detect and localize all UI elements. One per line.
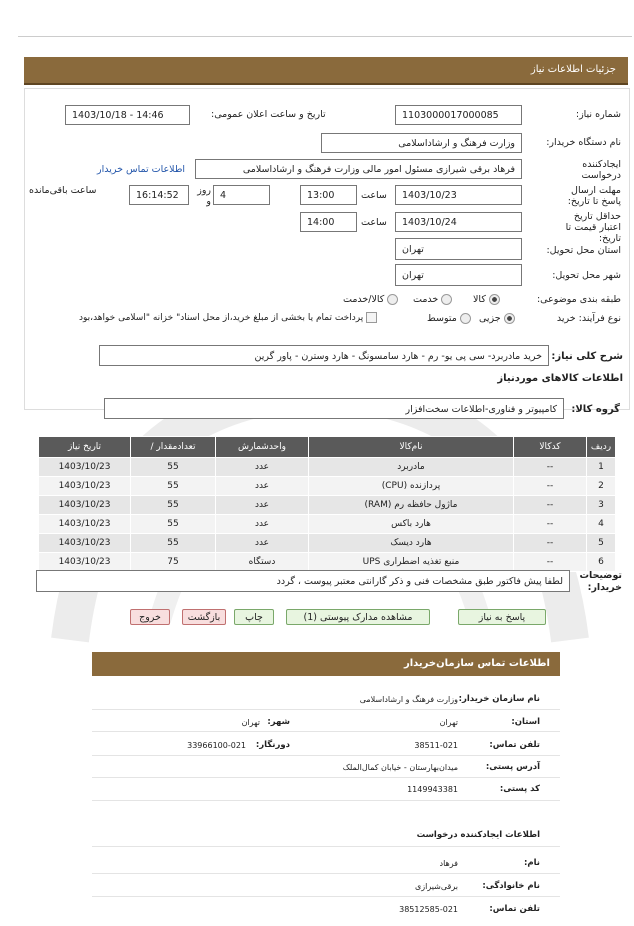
city-field: تهران	[395, 264, 522, 286]
validity-label: حداقل تاریخ اعتبار قیمت تا تاریخ:	[565, 211, 621, 244]
contact-city: تهران	[241, 718, 260, 727]
validity-date: 1403/10/24	[395, 212, 522, 232]
divider	[92, 873, 560, 874]
table-row: 5 -- هارد دیسک عدد 55 1403/10/23	[39, 534, 616, 553]
send-time-label: ساعت	[361, 190, 387, 201]
creator-phone-label: تلفن تماس:	[489, 904, 540, 914]
city-label: شهر محل تحویل:	[552, 270, 621, 281]
goods-group-field: کامپیوتر و فناوری-اطلاعات سخت‌افزار	[104, 398, 564, 419]
buyer-org-label: نام دستگاه خریدار:	[546, 137, 621, 148]
creator-field: فرهاد برقی شیرازی مسئول امور مالی وزارت فرهنگ و ارشاداسلامی	[195, 159, 522, 179]
goods-table	[38, 436, 616, 572]
need-number-label: شماره نیاز:	[575, 109, 621, 120]
divider	[92, 896, 560, 897]
process-label: نوع فرآیند: خرید	[556, 313, 621, 324]
divider	[92, 709, 560, 710]
goods-group-label: گروه کالا:	[571, 404, 620, 415]
radio-icon	[489, 294, 500, 305]
contact-org-label: نام سازمان خریدار:	[458, 694, 540, 704]
contact-fax: 33966100-021	[187, 741, 246, 750]
contact-province: تهران	[439, 718, 458, 727]
send-deadline-label: مهلت ارسال پاسخ تا تاریخ:	[567, 185, 621, 207]
goods-table-header	[39, 437, 616, 458]
category-option-service[interactable]: خدمت	[413, 294, 455, 305]
process-option-minor[interactable]: جزیی	[479, 313, 518, 324]
back-button[interactable]: بازگشت	[182, 609, 226, 625]
radio-icon	[504, 313, 515, 324]
creator-name-label: نام:	[523, 858, 540, 868]
days-field: 4	[213, 185, 270, 205]
buyer-notes-label: توضیحات خریدار:	[579, 570, 622, 593]
summary-field: خرید مادربرد- سی پی یو- رم - هارد سامسونگ - هارد وسترن - پاور گرین	[99, 345, 549, 366]
contact-address: میدان‌بهارستان - خیابان کمال‌الملک	[342, 763, 458, 772]
col-unit: واحدشمارش	[216, 437, 309, 458]
divider	[92, 731, 560, 732]
announce-label: تاریخ و ساعت اعلان عمومی:	[211, 109, 326, 120]
goods-section-title: اطلاعات کالاهای موردنیاز	[497, 373, 623, 384]
remaining-label: ساعت باقی‌مانده	[29, 185, 97, 196]
process-option-medium[interactable]: متوسط	[427, 313, 474, 324]
remaining-time: 16:14:52	[129, 185, 189, 205]
contact-phone-label: تلفن تماس:	[489, 740, 540, 750]
validity-time: 14:00	[300, 212, 357, 232]
province-label: استان محل تحویل:	[546, 245, 621, 256]
creator-name: فرهاد	[439, 859, 458, 868]
top-divider	[18, 36, 632, 37]
col-row: ردیف	[587, 437, 616, 458]
radio-icon	[387, 294, 398, 305]
contact-header	[92, 652, 560, 676]
contact-postal: 1149943381	[407, 785, 458, 794]
days-label: روز و	[197, 185, 211, 207]
creator-family: برقی‌شیرازی	[414, 882, 458, 891]
col-date: تاریخ نیاز	[39, 437, 131, 458]
contact-org: وزارت فرهنگ و ارشاداسلامی	[359, 695, 458, 704]
contact-header-title: اطلاعات تماس سازمان‌خریدار	[403, 658, 550, 669]
reply-button[interactable]: پاسخ به نیاز	[458, 609, 546, 625]
checkbox-icon	[366, 312, 377, 323]
print-button[interactable]: چاپ	[234, 609, 274, 625]
category-label: طبقه بندی موضوعی:	[536, 294, 621, 305]
creator-family-label: نام خانوادگی:	[482, 881, 540, 891]
divider	[92, 800, 560, 801]
payment-option[interactable]: پرداخت تمام یا بخشی از مبلغ خرید،از محل اسناد" خزانه "اسلامی خواهد،بود	[79, 312, 380, 323]
province-field: تهران	[395, 238, 522, 260]
buyer-contact-link[interactable]: اطلاعات تماس خریدار	[97, 164, 186, 175]
contact-province-label: استان:	[511, 717, 540, 727]
creator-phone: 38512585-021	[399, 905, 458, 914]
contact-postal-label: کد پستی:	[499, 784, 540, 794]
send-deadline-date: 1403/10/23	[395, 185, 522, 205]
need-number-field: 1103000017000085	[395, 105, 522, 125]
divider	[92, 755, 560, 756]
table-row: 4 -- هارد باکس عدد 55 1403/10/23	[39, 515, 616, 534]
divider	[92, 846, 560, 847]
creator-section-title: اطلاعات ایجادکننده درخواست	[416, 830, 540, 840]
table-row: 3 -- ماژول حافظه رم (RAM) عدد 55 1403/10/23	[39, 496, 616, 515]
summary-label: شرح کلی نیاز:	[551, 351, 623, 362]
radio-icon	[441, 294, 452, 305]
page-header	[24, 57, 628, 85]
radio-icon	[460, 313, 471, 324]
category-option-both[interactable]: کالا/خدمت	[343, 294, 401, 305]
need-info-panel	[24, 88, 630, 410]
contact-phone: 38511-021	[414, 741, 458, 750]
send-deadline-time: 13:00	[300, 185, 357, 205]
announce-field: 1403/10/18 - 14:46	[65, 105, 190, 125]
buyer-org-field: وزارت فرهنگ و ارشاداسلامی	[321, 133, 522, 153]
validity-time-label: ساعت	[361, 217, 387, 228]
buyer-notes-field: لطفا پیش فاکتور طبق مشخصات فنی و ذکر گارانتی معتبر پیوست ، گردد	[36, 570, 570, 592]
table-row: 6 -- منبع تغذیه اضطراری UPS دستگاه 75 1403/10/23	[39, 553, 616, 572]
col-name: نام‌کالا	[309, 437, 514, 458]
view-attachments-button[interactable]: مشاهده مدارک پیوستی (1)	[286, 609, 430, 625]
contact-address-label: آدرس پستی:	[485, 762, 540, 772]
col-qty: تعدادمقدار /	[131, 437, 216, 458]
exit-button[interactable]: خروج	[130, 609, 170, 625]
page-header-title: جزئیات اطلاعات نیاز	[530, 64, 616, 75]
category-option-goods[interactable]: کالا	[473, 294, 503, 305]
table-row: 2 -- پردازنده (CPU) عدد 55 1403/10/23	[39, 477, 616, 496]
col-code: کدکالا	[514, 437, 587, 458]
divider	[92, 777, 560, 778]
table-row: 1 -- مادربرد عدد 55 1403/10/23	[39, 458, 616, 477]
creator-label: ایجادکننده درخواست	[581, 159, 621, 181]
contact-fax-label: دورنگار:	[255, 740, 290, 750]
contact-city-label: شهر:	[267, 717, 290, 727]
